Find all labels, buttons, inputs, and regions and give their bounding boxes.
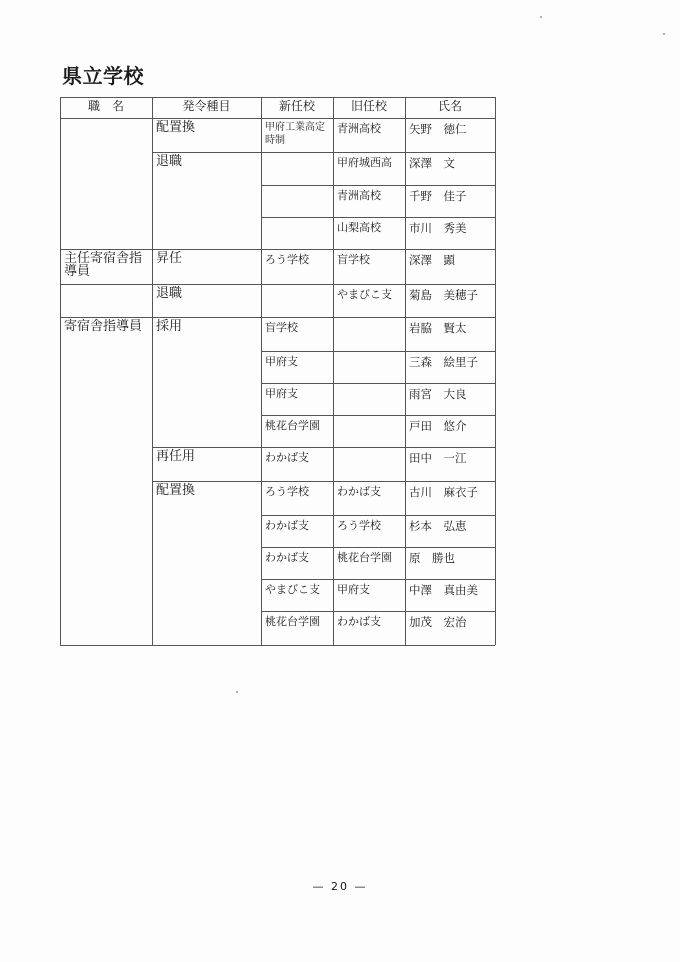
cell-old-school bbox=[333, 383, 405, 415]
cell-new-school: ろう学校 bbox=[265, 253, 309, 266]
cell-new-school: わかば支 bbox=[265, 551, 309, 564]
cell-new-school: 盲学校 bbox=[265, 321, 298, 334]
column-header-old-school: 旧任校 bbox=[350, 99, 387, 113]
cell-action-type: 配置換 bbox=[156, 120, 196, 135]
cell-new-school bbox=[261, 217, 333, 249]
cell-name: 深澤 顕 bbox=[409, 253, 455, 267]
scan-speck bbox=[663, 33, 665, 35]
cell-name: 深澤 文 bbox=[409, 156, 455, 170]
cell-old-school: 青洲高校 bbox=[337, 122, 381, 135]
cell-name: 矢野 徳仁 bbox=[409, 122, 467, 136]
personnel-table bbox=[60, 97, 495, 645]
cell-old-school: わかば支 bbox=[337, 615, 381, 628]
cell-new-school bbox=[261, 284, 333, 317]
cell-old-school: 甲府支 bbox=[337, 583, 370, 596]
cell-name: 杉本 弘恵 bbox=[409, 519, 467, 533]
page-title: 県立学校 bbox=[62, 64, 144, 88]
cell-name: 原 勝也 bbox=[409, 551, 455, 565]
cell-new-school bbox=[261, 152, 333, 185]
cell-new-school: 桃花台学園 bbox=[265, 615, 320, 628]
table-rule bbox=[152, 645, 261, 646]
table-rule bbox=[261, 645, 495, 646]
cell-action-type: 昇任 bbox=[156, 251, 183, 266]
cell-old-school bbox=[333, 351, 405, 383]
cell-name: 古川 麻衣子 bbox=[409, 485, 478, 499]
scan-speck bbox=[236, 691, 238, 693]
cell-new-school: 甲府支 bbox=[265, 387, 298, 400]
page-number: — 20 — bbox=[312, 880, 368, 893]
cell-action-type: 配置換 bbox=[156, 483, 196, 498]
table-rule bbox=[495, 97, 496, 645]
cell-old-school: 甲府城西高 bbox=[337, 156, 392, 169]
cell-old-school: 盲学校 bbox=[337, 253, 370, 266]
column-header-position: 職 名 bbox=[87, 99, 124, 113]
cell-position bbox=[60, 118, 152, 249]
cell-position: 寄宿舎指導員 bbox=[64, 319, 143, 334]
cell-old-school: 山梨高校 bbox=[337, 221, 381, 234]
cell-old-school: やまびこ支 bbox=[337, 288, 392, 301]
cell-name: 市川 秀美 bbox=[409, 221, 467, 235]
cell-name: 戸田 悠介 bbox=[409, 419, 467, 433]
cell-old-school: 桃花台学園 bbox=[337, 551, 392, 564]
cell-new-school: ろう学校 bbox=[265, 485, 309, 498]
cell-name: 三森 絵里子 bbox=[409, 355, 478, 369]
cell-old-school: ろう学校 bbox=[337, 519, 381, 532]
cell-old-school bbox=[333, 317, 405, 351]
cell-name: 中澤 真由美 bbox=[409, 583, 478, 597]
table-rule bbox=[60, 645, 152, 646]
cell-new-school: 甲府工業高定時制 bbox=[265, 122, 325, 146]
cell-old-school: わかば支 bbox=[337, 485, 381, 498]
column-header-name: 氏名 bbox=[437, 99, 462, 113]
column-header-new-school: 新任校 bbox=[278, 99, 315, 113]
cell-position bbox=[60, 284, 152, 317]
cell-name: 雨宮 大良 bbox=[409, 387, 467, 401]
cell-name: 加茂 宏治 bbox=[409, 615, 467, 629]
cell-position: 主任寄宿舎指導員 bbox=[64, 251, 143, 279]
cell-action-type: 退職 bbox=[156, 154, 183, 169]
cell-new-school: 桃花台学園 bbox=[265, 419, 320, 432]
cell-name: 菊島 美穂子 bbox=[409, 288, 478, 302]
cell-new-school bbox=[261, 185, 333, 217]
cell-new-school: わかば支 bbox=[265, 451, 309, 464]
cell-action-type: 退職 bbox=[156, 286, 183, 301]
cell-old-school bbox=[333, 447, 405, 481]
cell-new-school: やまびこ支 bbox=[265, 583, 320, 596]
cell-new-school: わかば支 bbox=[265, 519, 309, 532]
scan-speck bbox=[540, 16, 542, 18]
cell-old-school bbox=[333, 415, 405, 447]
cell-name: 千野 佳子 bbox=[409, 189, 467, 203]
cell-name: 岩脇 賢太 bbox=[409, 321, 467, 335]
cell-old-school: 青洲高校 bbox=[337, 189, 381, 202]
cell-new-school: 甲府支 bbox=[265, 355, 298, 368]
column-header-action-type: 発令種目 bbox=[182, 99, 231, 113]
cell-action-type: 採用 bbox=[156, 319, 183, 334]
cell-action-type: 再任用 bbox=[156, 449, 196, 464]
cell-name: 田中 一江 bbox=[409, 451, 467, 465]
table-rule bbox=[60, 97, 495, 98]
